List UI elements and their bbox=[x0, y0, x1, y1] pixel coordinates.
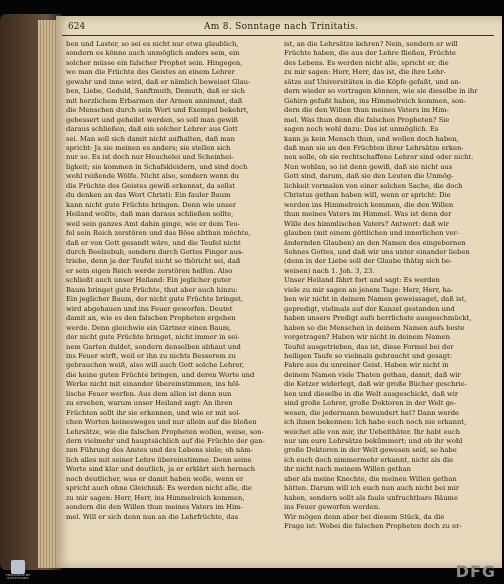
text-line: Gehirn gefaßt haben, ins Himmelreich kommen, son- bbox=[284, 96, 466, 105]
text-line: vorgetragen? Haben wir nicht in deinem Namen bbox=[284, 333, 451, 342]
text-line: ihr nicht nach meinem Willen gethan bbox=[284, 465, 411, 474]
text-line: Wir mögen denn aber bei diesem Stück, da die bbox=[284, 512, 445, 521]
text-line: lische Feuer werfen. Aus dem allen ist denn nun bbox=[66, 389, 232, 398]
text-line: viele zu mir sagen an jenem Tage: Herr, Herr, ha- bbox=[284, 285, 454, 294]
text-line: haben unsere Predigt aufs herrlichste ausgeschmückt, bbox=[284, 314, 472, 323]
text-line: glauben (mit einem göttlichen und innerlichen ver- bbox=[284, 229, 459, 238]
text-line: sondern die den Willen thun meines Vaters im Him- bbox=[66, 503, 243, 512]
text-line: Gott sind, darum, daß sie den Leuten die Unmög- bbox=[284, 172, 454, 181]
text-line: Worte sind klar und deutlich, ja er erklärt sich hernach bbox=[66, 465, 256, 474]
running-header bbox=[64, 20, 496, 34]
text-line: du denken an das Wort Christi: Ein fauler Baum bbox=[66, 191, 231, 200]
text-line: sei. Man soll sich damit nicht aufhalten, daß man bbox=[66, 134, 235, 143]
text-line: die Ketzer widerlegt, daß wir große Bücher geschrie- bbox=[284, 380, 468, 389]
text-line: heiligen Taufe so vielmals gebraucht und gesagt: bbox=[284, 351, 453, 360]
text-line: Lehrsätze, wie die falschen Propheten wollen, weise, son- bbox=[66, 427, 264, 436]
text-line: nen solle, ob sie rechtschaffene Lehrer sind oder nicht. bbox=[284, 153, 474, 162]
text-line: er sein eigen Reich werde zerstören helfen. Also bbox=[66, 266, 233, 275]
text-line: Ein jeglicher Baum, der nicht gute Früchte bringet, bbox=[66, 295, 243, 304]
text-line: werde. Denn gleichwie ein Gärtner einen Baum, bbox=[66, 323, 232, 332]
text-line: wohl reißende Wölfe. Nicht also, sondern wenn du bbox=[66, 172, 239, 181]
text-line: ben und dieselbe in die Welt ausgeschickt, daß wir bbox=[284, 389, 459, 398]
text-line: noch deutlicher, was er damit haben wolle, wenn er bbox=[66, 474, 244, 483]
text-line: zu ersehen, warum unser Heiland sagt: An ihren bbox=[66, 399, 233, 408]
text-line: große Doktoren in der Welt gewesen seid, so habe bbox=[284, 446, 457, 455]
text-line: Frage ist: Wobei die falschen Propheten doch zu er- bbox=[284, 522, 462, 531]
text-line: aber als meine Knechte, die meinen Willen gethan bbox=[284, 474, 457, 483]
text-line: mel. Will er sich denn nun an die Lehrfrüchte, das bbox=[66, 512, 239, 521]
text-line: die Menschen durch sein Wort und Exempel bekehrt, bbox=[66, 106, 249, 115]
text-line: deinem Namen viele Thaten gethan, damit, daß wir bbox=[284, 370, 461, 379]
text-line: wird abgehauen und ins Feuer geworfen. Deutet bbox=[66, 304, 233, 313]
text-line: weil sein ganzes Amt dahin ginge, wie er dem Teu- bbox=[66, 219, 241, 228]
text-line: Heiland wollte, daß man daraus schließen sollte, bbox=[66, 210, 234, 219]
text-line: nur um eure Lehrsätze bekümmert; und ob ihr wohl bbox=[284, 437, 463, 446]
text-line: zu mir sagen: Herr, Herr, ins Himmelreich kommen, bbox=[66, 493, 245, 502]
text-line: ins Feuer geworfen werden. bbox=[284, 503, 381, 512]
text-line: lichkeit vormalen von einer solchen Sache, die doch bbox=[284, 181, 463, 190]
text-line: ligkeit; sie kommen in Schafskleidern, und sind doch bbox=[66, 162, 248, 171]
text-line: triebe, denn ja der Teufel nicht so thöricht sei, daß bbox=[66, 257, 241, 266]
text-line: ich euch doch nimmermehr erkannt, nicht als die bbox=[284, 455, 454, 464]
library-logo bbox=[4, 574, 32, 584]
text-line: nem Garten duldet, sondern denselben abhaut und bbox=[66, 342, 241, 351]
text-line: Sohnes Gottes, und daß wir uns unter einander lieben bbox=[284, 247, 470, 256]
text-line: Werke nicht mit einander übereinstimmen, ins höl- bbox=[66, 380, 241, 389]
text-line: ins Feuer wirft, weil er ihn zu nichts Besserem zu bbox=[66, 351, 236, 360]
text-line: ben und Laster, so sei es nicht nur etwa glaublich, bbox=[66, 40, 239, 48]
text-line: daß er von Gott gesandt wäre, und die Teufel nicht bbox=[66, 238, 241, 247]
text-line: Früchte haben, die aus der Lehre fließen, Früchte bbox=[284, 49, 456, 58]
text-line: sagen noch wohl dazu: Das ist unmöglich. Es bbox=[284, 125, 439, 134]
text-line: die keine guten Früchte bringen, und deren Worte und bbox=[66, 370, 255, 379]
dfg-logo: DFG bbox=[455, 562, 496, 581]
text-line: mel. Was thun denn die falschen Propheten? Sie bbox=[284, 115, 450, 124]
text-line: daß man sie an den Früchten ihrer Lehrsätze erken- bbox=[284, 143, 464, 152]
text-line: kann nicht gute Früchte bringen. Denn wie unser bbox=[66, 200, 236, 209]
text-line: solcher müsse ein falscher Prophet sein. Hingegen, bbox=[66, 58, 243, 67]
text-line: dern vielmehr und hauptsächlich auf die Früchte der gan- bbox=[66, 437, 265, 446]
text-line: haben so die Menschen in deinem Namen aufs beste bbox=[284, 323, 465, 332]
text-line: lich alles mit seiner Lehre übereinstimme. Denn seine bbox=[66, 455, 252, 464]
text-line: gebrauchen weiß, also will auch Gott solche Lehrer, bbox=[66, 361, 245, 370]
text-line: (denn in der Liebe soll der Glaube thätig sich be- bbox=[284, 257, 453, 266]
text-line: ben wir nicht in deinem Namen geweissaget, daß ist, bbox=[284, 295, 467, 304]
text-line: spricht: Ja sie meinen es anders; sie stellen sich bbox=[66, 143, 231, 152]
text-line: gebessert und geheilet werden, so soll man gewiß bbox=[66, 115, 238, 124]
library-logo-text: FRANCKESCHE STIFTUNGEN bbox=[5, 573, 31, 580]
text-line: weichet alle von mir, ihr Uebelthäter. Ihr habt euch bbox=[284, 427, 461, 436]
text-line: Unser Heiland fährt fort und sagt: Es werden bbox=[284, 276, 440, 285]
library-shield-icon bbox=[11, 560, 25, 574]
text-line: Früchten sollt ihr sie erkennen, und wie er mit sol- bbox=[66, 408, 241, 417]
text-line: weisen) nach 1. Joh. 3, 23. bbox=[284, 266, 375, 275]
text-line: Fahre aus du unreiner Geist. Haben wir nicht in bbox=[284, 361, 449, 370]
text-line: ist, an die Lehrsätze kehren? Nein, sondern er will bbox=[284, 40, 458, 48]
text-line: durch Beelzebub, sondern durch Gottes Finger aus- bbox=[66, 247, 244, 256]
text-line: daraus schließen, daß ein solcher Lehrer aus Gott bbox=[66, 125, 238, 134]
text-line: ben, Liebe, Geduld, Sanftmuth, Demuth, daß er sich bbox=[66, 87, 245, 96]
text-line: nur so. Es ist doch nur Heuchelei und Scheinhei- bbox=[66, 153, 234, 162]
text-line: gepredigt, vielmals auf der Kanzel gestanden und bbox=[284, 304, 455, 313]
text-line: ich ihnen bekennen: Ich habe euch noch nie erkannt, bbox=[284, 418, 467, 427]
text-line: mit herzlichem Erbarmen der Armen annimmt, daß bbox=[66, 96, 243, 105]
text-line: Teufel ausgetrieben, das ist, diese Formel bei der bbox=[284, 342, 454, 351]
page-number: 624 bbox=[68, 22, 86, 32]
text-line: chen Worten keinesweges und nur allein auf die bloßen bbox=[66, 418, 257, 427]
text-line: hätten. Darum will ich euch nun auch nicht bei mir bbox=[284, 484, 460, 493]
text-line: schließt auch unser Heiland: Ein jeglicher guter bbox=[66, 276, 232, 285]
left-text-column bbox=[66, 40, 276, 522]
text-line: haben, sondern sollt als faule unfruchtbare Bäume bbox=[284, 493, 458, 502]
text-line: der nicht gute Früchte bringet, nicht immer in sei- bbox=[66, 333, 240, 342]
text-line: dern die den Willen thun meines Vaters im Him- bbox=[284, 106, 449, 115]
text-line: zen Führung des Amtes und des Lebens siele; ob näm- bbox=[66, 446, 253, 455]
header-rule bbox=[62, 35, 494, 36]
text-line: spricht auch ohne Gleichniß: Es werden nicht alle, die bbox=[66, 484, 252, 493]
text-line: werden ins Himmelreich kommen, die den Willen bbox=[284, 200, 454, 209]
text-line: kann ja kein Mensch thun, und wollen doch haben, bbox=[284, 134, 459, 143]
text-line: fel sein Reich zerstören und das Böse abthun möchte, bbox=[66, 229, 251, 238]
text-line: dern wieder so vortragen können, wie sie dieselbe in ihr bbox=[284, 87, 478, 96]
right-text-column bbox=[284, 40, 494, 532]
text-line: Christus gethan haben will, wenn er spricht: Die bbox=[284, 191, 451, 200]
text-line: damit an, wie es den falschen Propheten ergehen bbox=[66, 314, 236, 323]
text-line: Baum bringet gute Früchte, thut aber auch hinzu: bbox=[66, 285, 238, 294]
text-line: thun meines Vaters im Himmel. Was ist denn der bbox=[284, 210, 452, 219]
text-line: des Lebens. Es werden nicht alle, spricht er, die bbox=[284, 58, 449, 67]
text-line: gewahr und inne wird, daß er nämlich beweiset Glau- bbox=[66, 77, 251, 86]
text-line: wesen, die jedermann bewundert hat? Dann werde bbox=[284, 408, 460, 417]
text-line: ändernden Glauben) an den Namen des eingebornen bbox=[284, 238, 466, 247]
text-line: wo man die Früchte des Geistes an einem Lehrer bbox=[66, 68, 235, 77]
text-line: die Früchte des Geistes gewiß erkennst, da sollst bbox=[66, 181, 235, 190]
text-line: sondern es könne auch unmöglich anders sein, ein bbox=[66, 49, 240, 58]
running-title: Am 8. Sonntage nach Trinitatis. bbox=[204, 22, 359, 32]
text-line: sätze auf Universitäten in die Köpfe gefaßt, und an- bbox=[284, 77, 462, 86]
text-line: sind große Lehrer, große Doktoren in der Welt ge- bbox=[284, 399, 457, 408]
text-line: Wille des himmlischen Vaters? Antwort: daß wir bbox=[284, 219, 449, 228]
text-line: zu mir sagen: Herr, Herr, das ist, die ihre Lehr- bbox=[284, 68, 446, 77]
text-line: Nun wohlan, so ist denn gewiß, daß sie nicht aus bbox=[284, 162, 453, 171]
